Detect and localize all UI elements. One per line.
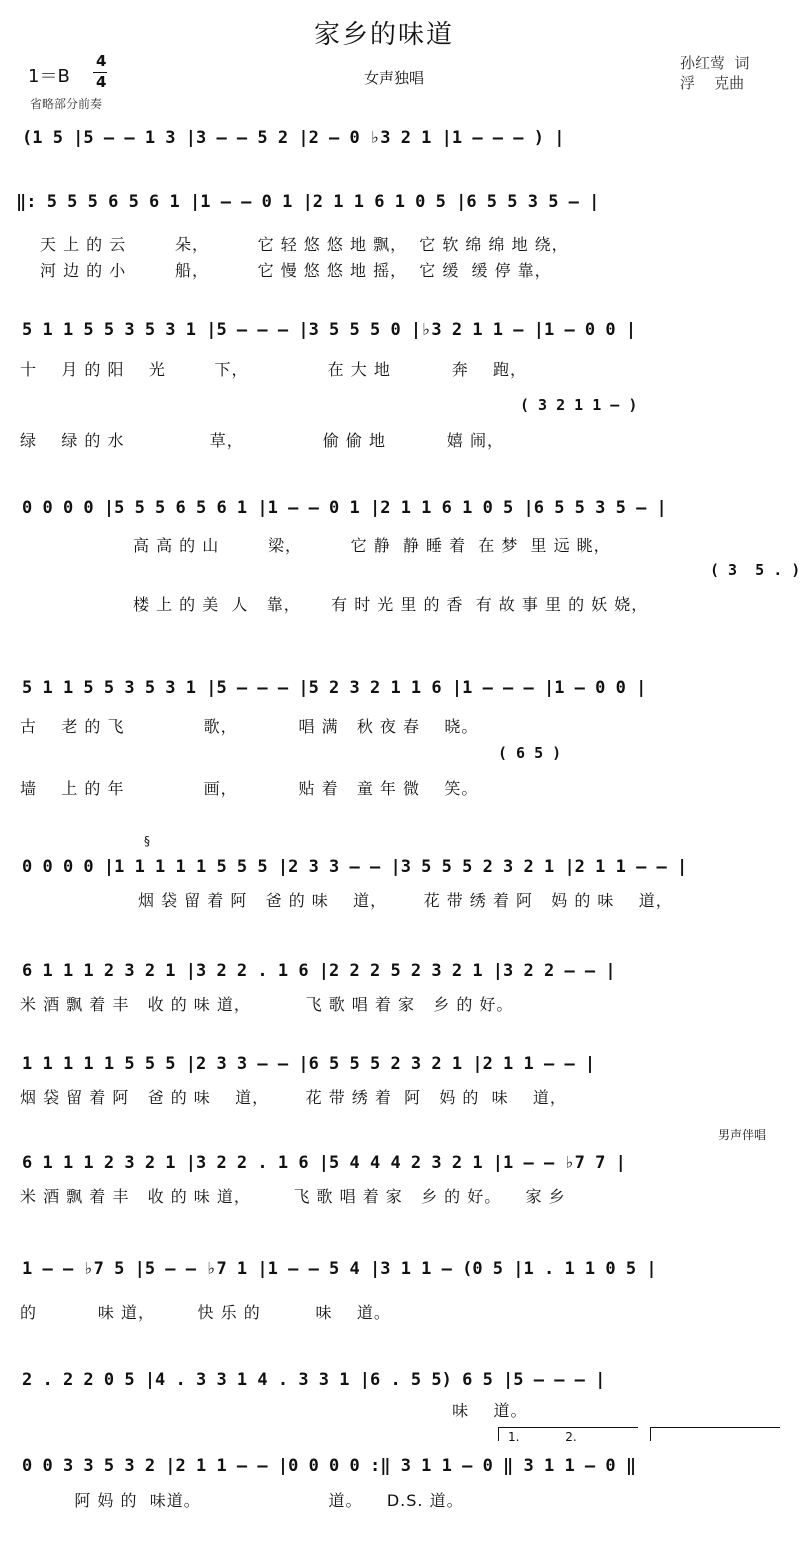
system-8-notes: 1 1 1 1 1 5 5 5 |2 3 3 – – |6 5 5 5 2 3 2 1 |2 1 1 – – |	[22, 1054, 596, 1074]
composer-credit: 浮 克曲	[680, 74, 745, 92]
system-10-notes: 1 – – ♭7 5 |5 – – ♭7 1 |1 – – 5 4 |3 1 1 – (0 5 |1 . 1 1 0 5 |	[22, 1259, 657, 1279]
segno-mark: §	[144, 834, 150, 848]
volta-1-edge	[498, 1427, 499, 1441]
system-8-lyrics: 烟 袋 留 着 阿 爸 的 味 道， 花 带 绣 着 阿 妈 的 味 道，	[20, 1088, 567, 1107]
system-12-notes: 0 0 3 3 5 3 2 |2 1 1 – – |0 0 0 0 :‖ 3 1 1 – 0 ‖ 3 1 1 – 0 ‖	[22, 1456, 637, 1476]
volta-1-bracket	[498, 1427, 638, 1428]
system-11-lyrics: 味 道。	[20, 1401, 528, 1420]
system-4-notes: 0 0 0 0 |5 5 5 6 5 6 1 |1 – – 0 1 |2 1 1 6 1 0 5 |6 5 5 3 5 – |	[22, 498, 667, 518]
system-2-notes: ‖: 5 5 5 6 5 6 1 |1 – – 0 1 |2 1 1 6 1 0 5 |6 5 5 3 5 – |	[16, 192, 600, 212]
system-2-lyrics-2: 河 边 的 小 船， 它 慢 悠 悠 地 摇， 它 缓 缓 停 靠，	[40, 261, 552, 280]
system-2-lyrics-1: 天 上 的 云 朵， 它 轻 悠 悠 地 飘， 它 软 绵 绵 地 绕，	[40, 235, 569, 254]
song-title: 家乡的味道	[314, 20, 455, 50]
system-3-notes: 5 1 1 5 5 3 5 3 1 |5 – – – |3 5 5 5 0 |♭3 2 1 1 – |1 – 0 0 |	[22, 320, 637, 340]
system-3-lyrics-1: 十 月 的 阳 光 下， 在 大 地 奔 跑，	[20, 360, 528, 379]
system-6-notes: 0 0 0 0 |1 1 1 1 1 5 5 5 |2 3 3 – – |3 5 5 5 2 3 2 1 |2 1 1 – – |	[22, 857, 688, 877]
system-3-lyrics-2: 绿 绿 的 水 草， 偷 偷 地 嬉 闹，	[20, 431, 504, 450]
system-5-notes: 5 1 1 5 5 3 5 3 1 |5 – – – |5 2 3 2 1 1 6 |1 – – – |1 – 0 0 |	[22, 678, 647, 698]
system-1-notes: (1 5 |5 – – 1 3 |3 – – 5 2 |2 – 0 ♭3 2 1 |1 – – – ) |	[22, 128, 565, 148]
system-7-notes: 6 1 1 1 2 3 2 1 |3 2 2 . 1 6 |2 2 2 5 2 3 2 1 |3 2 2 – – |	[22, 961, 616, 981]
lyricist-credit: 孙红莺 词	[680, 54, 750, 72]
intro-note: 省略部分前奏	[30, 97, 103, 111]
system-9-notes: 6 1 1 1 2 3 2 1 |3 2 2 . 1 6 |5 4 4 4 2 3 2 1 |1 – – ♭7 7 |	[22, 1153, 626, 1173]
meter-top: 4	[96, 52, 107, 70]
system-5-lyrics-2: 墙 上 的 年 画， 贴 着 童 年 微 笑。	[20, 779, 479, 798]
male-accompaniment-note: 男声伴唱	[718, 1128, 767, 1142]
volta-labels: 1. 2.	[508, 1430, 577, 1444]
system-4-lyrics-2: 楼 上 的 美 人 靠， 有 时 光 里 的 香 有 故 事 里 的 妖 娆，	[133, 595, 649, 614]
meter-bottom: 4	[96, 73, 107, 91]
system-3-aux-notes: ( 3 2 1 1 – )	[520, 396, 638, 414]
system-5-lyrics-1: 古 老 的 飞 歌， 唱 满 秋 夜 春 晓。	[20, 717, 479, 736]
system-6-lyrics: 烟 袋 留 着 阿 爸 的 味 道， 花 带 绣 着 阿 妈 的 味 道，	[138, 891, 673, 910]
volta-2-edge	[650, 1427, 651, 1441]
volta-2-bracket	[650, 1427, 780, 1428]
system-4-lyrics-1: 高 高 的 山 梁， 它 静 静 睡 着 在 梦 里 远 眺，	[133, 536, 611, 555]
system-9-lyrics: 米 酒 飘 着 丰 收 的 味 道， 飞 歌 唱 着 家 乡 的 好。 家 乡	[20, 1187, 566, 1206]
system-10-lyrics: 的 味 道， 快 乐 的 味 道。	[20, 1303, 391, 1322]
key-signature: 1＝B	[28, 66, 70, 87]
system-12-lyrics: 阿 妈 的 味道。 道。 D.S. 道。	[50, 1491, 464, 1510]
performance-note: 女声独唱	[364, 69, 425, 87]
system-4-aux-notes: ( 3 5 . )	[710, 561, 801, 579]
system-5-aux-notes: ( 6 5 )	[498, 744, 562, 762]
system-7-lyrics: 米 酒 飘 着 丰 收 的 味 道， 飞 歌 唱 着 家 乡 的 好。	[20, 995, 514, 1014]
system-11-notes: 2 . 2 2 0 5 |4 . 3 3 1 4 . 3 3 1 |6 . 5 5) 6 5 |5 – – – |	[22, 1370, 606, 1390]
